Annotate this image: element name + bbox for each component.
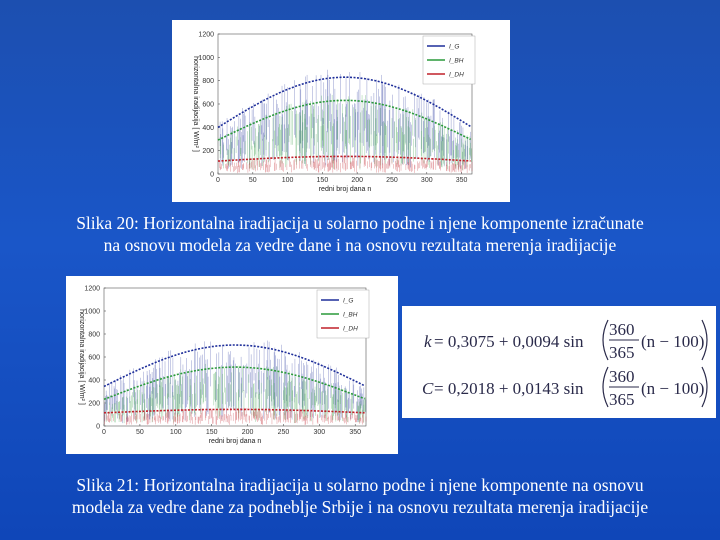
figure-20-caption-line1: Slika 20: Horizontalna iradijacija u solarno podne i njene komponente izračunate [76,213,644,233]
x-tick-label: 100 [169,429,182,436]
y-tick-label: 0 [210,171,214,179]
y-tick-label: 1000 [198,54,214,62]
figure-21-chart [66,276,398,454]
legend-label: I_DH [449,71,464,79]
model-curve-i-bh [218,100,471,140]
x-tick-label: 0 [102,429,106,436]
c-formula [422,367,707,409]
y-tick-label: 600 [202,101,214,109]
model-curve-i-dh [218,156,471,161]
x-tick-label: 350 [349,429,362,436]
x-tick-label: 300 [313,429,326,436]
x-tick-label: 150 [205,429,218,436]
x-tick-label: 100 [281,177,294,184]
legend-label: I_G [343,297,354,305]
k-numerator: 360 [609,320,635,339]
c-expression: = 0,2018 + 0,0143 sin [434,379,584,398]
figure-20-svg [172,20,510,202]
k-denominator: 365 [609,343,635,362]
y-tick-label: 1200 [84,285,100,293]
y-tick-label: 1200 [198,31,214,39]
legend-label: I_BH [343,311,358,319]
c-open-paren [603,367,608,407]
y-tick-label: 600 [88,354,100,362]
figure-21-caption [0,474,720,518]
y-axis-label: horizontalna iradijacija [ W/m² ] [192,56,199,152]
model-curve-i-g [218,77,471,127]
x-tick-label: 250 [277,429,290,436]
y-tick-label: 200 [202,148,214,156]
x-tick-label: 50 [248,177,257,184]
formula-svg [402,306,716,418]
legend-label: I_BH [449,57,464,65]
k-open-paren [603,320,608,360]
model-curve-i-g [104,345,365,386]
figure-21-svg [66,276,398,454]
y-tick-label: 400 [88,377,100,385]
x-tick-label: 0 [216,177,220,184]
y-tick-label: 800 [202,78,214,86]
x-tick-label: 150 [316,177,329,184]
k-tail: (n − 100) [641,332,705,351]
y-tick-label: 0 [96,423,100,431]
x-tick-label: 250 [386,177,398,184]
figure-21-caption-line1: Slika 21: Horizontalna iradijacija u solarno podne i njene komponente na osnovu [76,475,644,495]
x-axis-label: redni broj dana n [208,438,262,445]
y-tick-label: 400 [202,124,214,132]
y-axis-label: horizontalna iradijacija [ W/m² ] [78,309,85,405]
legend-label: I_G [449,43,460,51]
figure-20-chart [172,20,510,202]
x-tick-label: 50 [135,429,144,436]
c-numerator: 360 [609,367,635,386]
y-tick-label: 1000 [84,308,100,316]
model-curve-i-bh [104,367,365,399]
figure-20-caption [0,212,720,256]
model-curve-i-dh [104,409,365,412]
legend-label: I_DH [343,325,358,333]
x-tick-label: 350 [455,177,468,184]
measured-data [105,341,366,425]
c-lhs: C [422,379,434,398]
figure-21-caption-line2: modela za vedre dane za podneblje Srbije i na osnovu rezultata merenja iradijacije [71,497,649,517]
y-tick-label: 800 [88,331,100,339]
x-tick-label: 300 [420,177,433,184]
formula-panel [402,306,716,418]
k-formula [424,320,707,362]
c-tail: (n − 100) [641,379,705,398]
k-expression: = 0,3075 + 0,0094 sin [434,332,584,351]
k-lhs: k [424,332,432,351]
c-denominator: 365 [609,390,635,409]
x-tick-label: 200 [241,429,254,436]
x-axis-label: redni broj dana n [318,186,372,193]
x-tick-label: 200 [351,177,364,184]
figure-20-caption-line2: na osnovu modela za vedre dane i na osnovu rezultata merenja iradijacije [103,235,617,255]
y-tick-label: 200 [88,400,100,408]
